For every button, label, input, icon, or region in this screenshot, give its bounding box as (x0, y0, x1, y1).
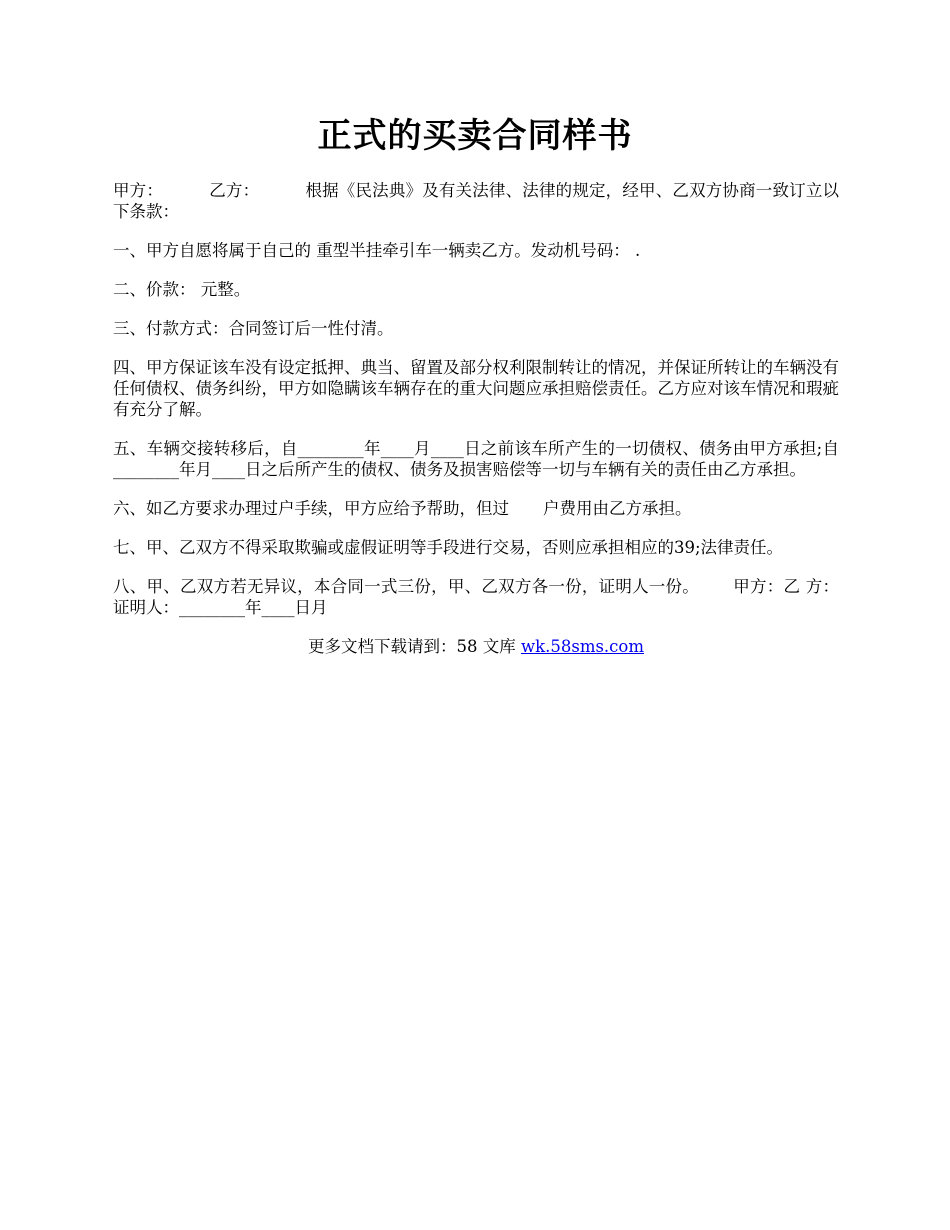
clause-4: 四、甲方保证该车没有设定抵押、典当、留置及部分权利限制转让的情况，并保证所转让的车辆没有任何债权、债务纠纷，甲方如隐瞒该车辆存在的重大问题应承担赔偿责任。乙方应对该车情况和瑕疵有充分了解。 (113, 358, 839, 419)
intro-paragraph (113, 180, 839, 222)
clause-1: 一、甲方自愿将属于自己的 重型半挂牵引车一辆卖乙方。发动机号码： . (113, 241, 641, 260)
clause-8 (113, 576, 839, 618)
clause-6-after: 户费用由乙方承担。 (543, 499, 692, 518)
clause-5: 五、车辆交接转移后，自________年____月____日之前该车所产生的一切债权、债务由甲方承担;自________年月____日之后所产生的债权、债务及损害赔偿等一切与车辆有关的责任由乙方承担。 (113, 439, 839, 479)
signature-line: 甲方：乙 方： 证明人：________年____日月 (113, 577, 840, 617)
clause-6 (113, 498, 839, 519)
document-body (113, 180, 839, 658)
footer-link[interactable]: wk.58sms.com (520, 637, 644, 656)
party-a-label: 甲方： (113, 181, 164, 200)
download-footer (113, 636, 839, 658)
clause-3: 三、付款方式：合同签订后一性付清。 (113, 319, 394, 338)
clause-2: 二、价款： 元整。 (113, 280, 251, 299)
intro-text: 根据《民法典》及有关法律、法律的规定，经甲、乙双方协商一致订立以下条款： (113, 181, 840, 221)
footer-text: 更多文档下载请到：58 文库 (307, 637, 521, 656)
clause-6-before: 六、如乙方要求办理过户手续，甲方应给予帮助，但过 (113, 499, 509, 518)
document-title: 正式的买卖合同样书 (317, 116, 633, 156)
clause-7: 七、甲、乙双方不得采取欺骗或虚假证明等手段进行交易，否则应承担相应的39;法律责任。 (113, 538, 784, 557)
party-b-label: 乙方： (209, 181, 260, 200)
clause-8-text: 八、甲、乙双方若无异议，本合同一式三份，甲、乙双方各一份，证明人一份。 (113, 577, 700, 596)
